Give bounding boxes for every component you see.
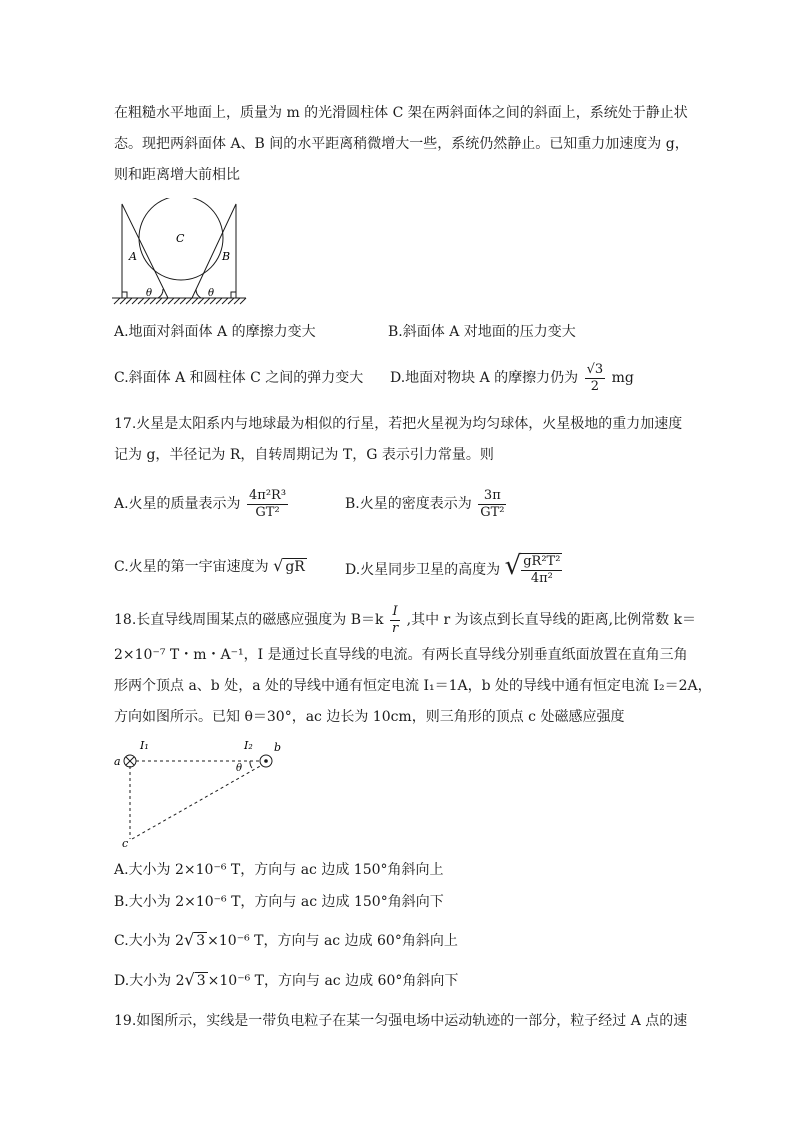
label-c: c: [122, 837, 129, 850]
q18-option-d-radicand: 3: [196, 973, 206, 989]
label-i1: I₁: [140, 739, 149, 752]
label-i2: I₂: [244, 739, 253, 752]
wedge-a-block: [122, 292, 127, 298]
angle-arc-right: [196, 289, 201, 298]
q18-line-1-suffix: ,其中 r 为该点到长直导线的距离,比例常数 k＝: [406, 612, 697, 628]
angle-arc-left: [158, 289, 163, 298]
wire-b-dot: [264, 759, 268, 763]
sqrt-sign: √: [504, 551, 522, 581]
label-b: B: [222, 250, 231, 263]
q18-option-c: [114, 930, 458, 951]
angle-right: θ: [208, 288, 215, 299]
q17-option-a-denominator: GT²: [255, 504, 280, 520]
q16-option-d-prefix: D.地面对物块 A 的摩擦力仍为: [390, 370, 579, 386]
q18-line-1-fraction: [390, 604, 400, 637]
q17-option-a-prefix: A.火星的质量表示为: [114, 496, 241, 512]
q16-option-d-suffix: mg: [611, 370, 634, 386]
q17-option-d: [345, 544, 564, 592]
q18-figure: [112, 735, 282, 850]
q16-line-3: 则和距离增大前相比: [114, 167, 240, 183]
q17-option-a-numerator: 4π²R³: [249, 487, 287, 503]
q16-option-a: A.地面对斜面体 A 的摩擦力变大: [114, 324, 316, 340]
q18-option-d-suffix: ×10⁻⁶ T，方向与 ac 边成 60°角斜向下: [207, 973, 459, 989]
q17-line-2: 记为 g，半径记为 R，自转周期记为 T，G 表示引力常量。则: [114, 447, 494, 463]
q18-option-c-radicand: 3: [196, 933, 206, 949]
q17-option-d-denominator: 4π²: [530, 571, 553, 586]
angle-theta-arc: [250, 761, 252, 768]
q17-option-b: [345, 484, 508, 524]
q16-option-c: C.斜面体 A 和圆柱体 C 之间的弹力变大: [114, 370, 364, 386]
label-a: A: [129, 250, 137, 263]
q18-option-a: A.大小为 2×10⁻⁶ T，方向与 ac 边成 150°角斜向上: [114, 862, 444, 878]
q18-option-c-prefix: C.大小为 2: [114, 933, 185, 949]
q19-line-1: 19.如图所示，实线是一带负电粒子在某一匀强电场中运动轨迹的一部分，粒子经过 A 点的速: [114, 1013, 688, 1029]
wedge-b-block: [231, 292, 236, 298]
q16-option-d-numerator: √3: [586, 361, 604, 377]
q18-line-1-prefix: 18.长直导线周围某点的磁感应强度为 B＝k: [114, 612, 384, 628]
q18-line-3: 形两个顶点 a、b 处，a 处的导线中通有恒定电流 I₁＝1A，b 处的导线中通有恒定电流 I₂＝2A，: [114, 678, 712, 694]
q17-option-c-prefix: C.火星的第一宇宙速度为: [114, 559, 269, 575]
label-theta: θ: [236, 763, 243, 774]
ground-hatching: [114, 298, 246, 304]
q17-option-c-radicand: gR: [285, 559, 305, 575]
q16-option-b: B.斜面体 A 对地面的压力变大: [388, 324, 576, 340]
q16-line-2: 态。现把两斜面体 A、B 间的水平距离稍微增大一些，系统仍然静止。已知重力加速度为 g，: [114, 136, 689, 152]
q18-option-c-suffix: ×10⁻⁶ T，方向与 ac 边成 60°角斜向上: [207, 933, 458, 949]
q17-option-d-fraction: [521, 553, 562, 587]
angle-left: θ: [146, 288, 153, 299]
q18-line-2: 2×10⁻⁷ T・m・A⁻¹，I 是通过长直导线的电流。有两长直导线分别垂直纸面放置在直角三角: [114, 647, 688, 663]
q17-option-d-prefix: D.火星同步卫星的高度为: [345, 562, 501, 578]
q17-option-b-fraction: [478, 488, 506, 521]
q16-option-d-fraction: [585, 362, 606, 395]
q16-figure: [112, 198, 252, 313]
label-c: C: [176, 232, 185, 245]
q18-option-d-prefix: D.大小为 2: [114, 973, 185, 989]
q17-option-a: [114, 484, 290, 524]
q17-option-b-numerator: 3π: [478, 488, 506, 505]
q18-line-1-numerator: I: [390, 604, 400, 621]
q17-option-b-denominator: GT²: [480, 504, 505, 520]
q17-option-b-prefix: B.火星的密度表示为: [345, 496, 472, 512]
q17-option-c: [114, 556, 307, 577]
q16-option-d-denominator: 2: [590, 378, 600, 394]
side-bc: [132, 765, 262, 839]
sqrt-sign: √: [184, 930, 195, 949]
label-b: b: [274, 741, 282, 754]
sqrt-sign: √: [184, 970, 195, 989]
q17-option-d-numerator: gR²T²: [523, 554, 561, 569]
q18-line-1-denominator: r: [391, 620, 399, 636]
q16-line-1: 在粗糙水平地面上，质量为 m 的光滑圆柱体 C 架在两斜面体之间的斜面上，系统处于静止状: [114, 105, 688, 121]
q18-option-d: [114, 970, 458, 991]
q17-line-1: 17.火星是太阳系内与地球最为相似的行星，若把火星视为均匀球体，火星极地的重力加速度: [114, 416, 683, 432]
q18-option-b: B.大小为 2×10⁻⁶ T，方向与 ac 边成 150°角斜向下: [114, 894, 444, 910]
q17-option-a-fraction: [247, 488, 288, 521]
q18-line-1: [114, 600, 696, 640]
sqrt-sign: √: [273, 556, 284, 575]
label-a: a: [114, 755, 121, 768]
q18-line-4: 方向如图所示。已知 θ＝30°，ac 边长为 10cm，则三角形的顶点 c 处磁感应强度: [114, 709, 625, 725]
q16-option-d: [390, 356, 634, 400]
